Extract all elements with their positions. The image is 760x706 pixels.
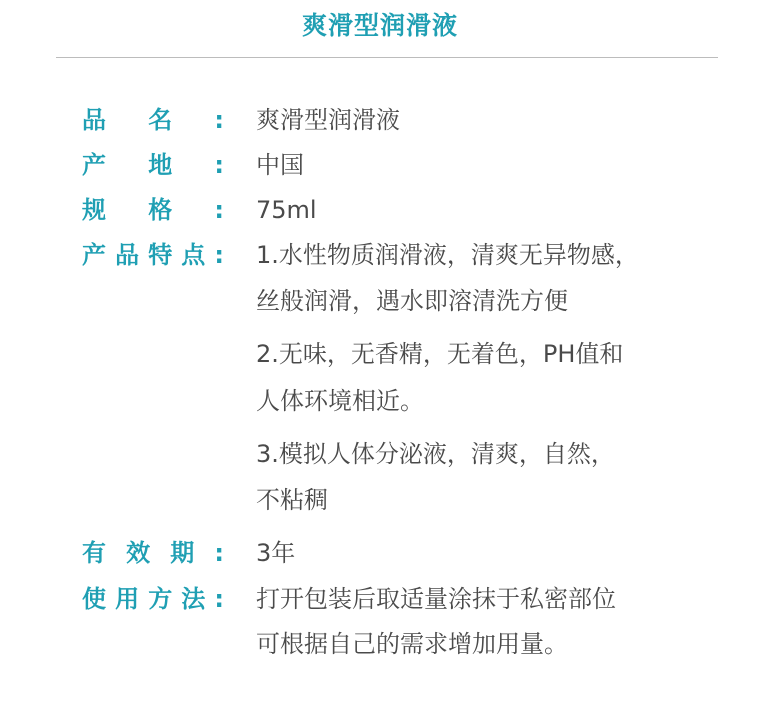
spec-value-origin: 中国	[256, 151, 304, 179]
usage-line: 打开包装后取适量涂抹于私密部位	[256, 585, 616, 613]
feature-line: 人体环境相近。	[256, 387, 424, 415]
spec-label-size: 规 格 :	[82, 196, 224, 224]
feature-line: 丝般润滑，遇水即溶清洗方便	[256, 287, 568, 315]
feature-line: 2.无味，无香精，无着色，PH值和	[256, 340, 624, 368]
spec-label-usage: 使 用 方 法 :	[82, 585, 224, 613]
spec-label-name: 品 名 :	[82, 106, 224, 134]
spec-value-size: 75ml	[256, 196, 317, 224]
spec-value-name: 爽滑型润滑液	[256, 106, 400, 134]
feature-line: 3.模拟人体分泌液，清爽，自然，	[256, 440, 615, 468]
spec-label-shelf-life: 有 效 期 :	[82, 539, 224, 567]
spec-value-shelf-life: 3年	[256, 539, 296, 567]
feature-line: 1.水性物质润滑液，清爽无异物感，	[256, 241, 639, 269]
page-title: 爽滑型润滑液	[301, 11, 458, 40]
feature-line: 不粘稠	[256, 486, 328, 514]
title-divider	[56, 57, 718, 58]
spec-label-origin: 产 地 :	[82, 151, 224, 179]
usage-line: 可根据自己的需求增加用量。	[256, 630, 568, 658]
spec-label-features: 产 品 特 点 :	[82, 241, 224, 269]
